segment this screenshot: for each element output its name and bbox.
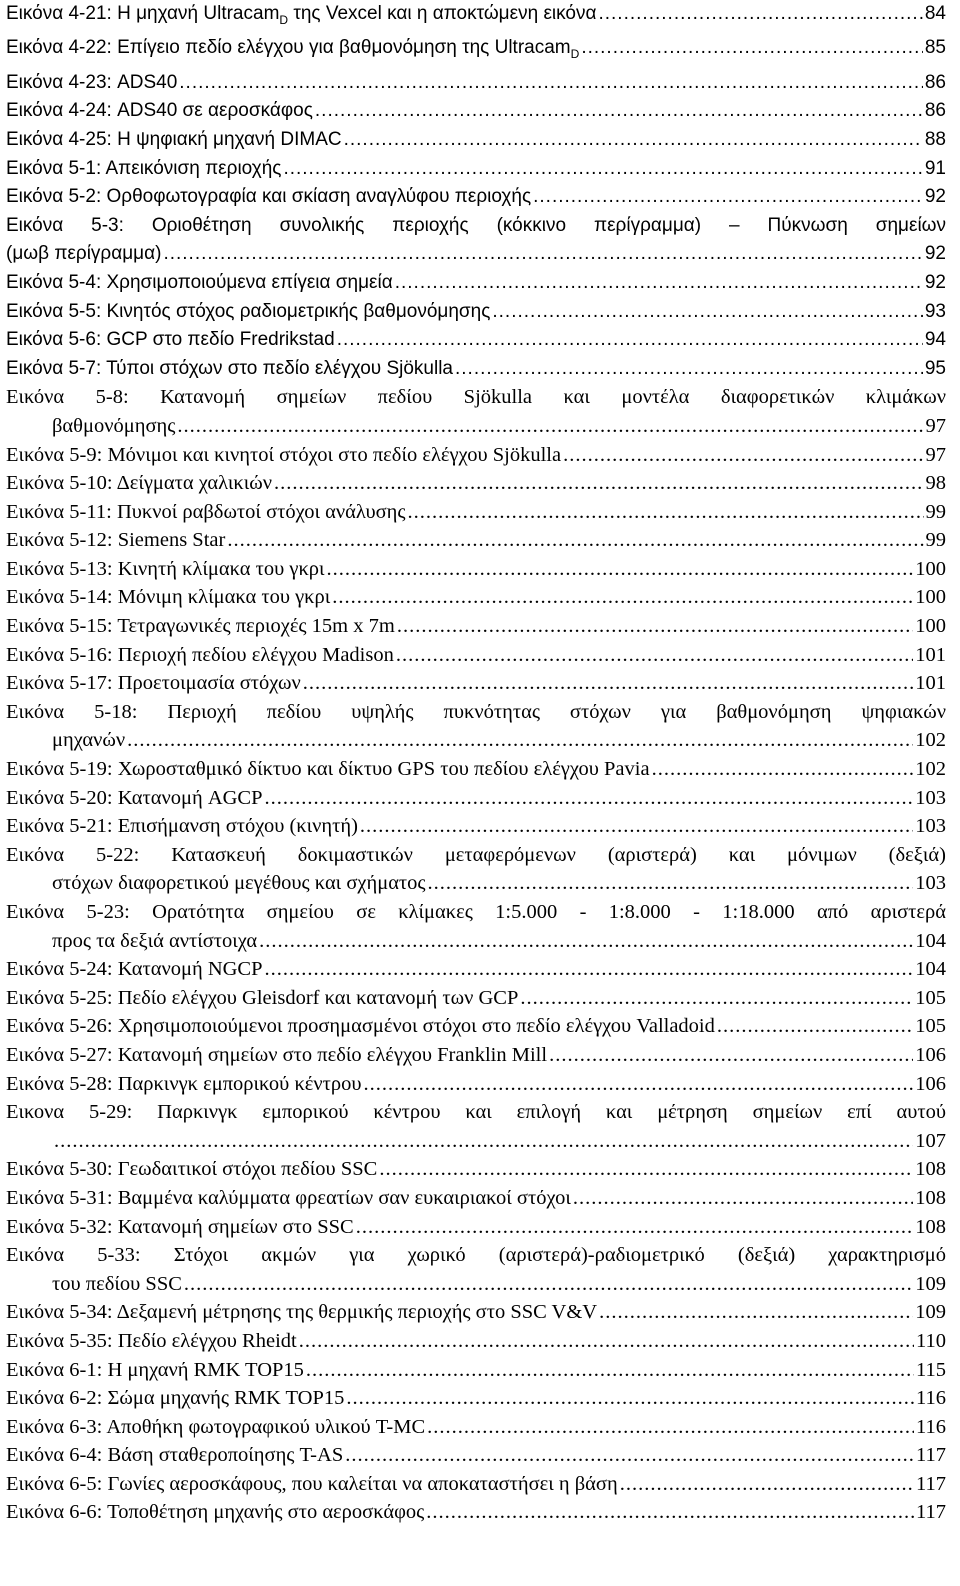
toc-entry-5-29[interactable] xyxy=(6,1098,946,1155)
dot-leader xyxy=(408,498,924,527)
toc-entry-6-2[interactable] xyxy=(6,1384,946,1413)
entry-page: 102 xyxy=(915,729,946,752)
entry-page: 108 xyxy=(915,1158,946,1181)
toc-entry-5-9[interactable] xyxy=(6,441,946,470)
entry-label: (μωβ περίγραμμα) xyxy=(6,243,162,265)
toc-entry-4-25[interactable] xyxy=(6,126,946,155)
toc-entry-5-7[interactable] xyxy=(6,355,946,384)
entry-page: 84 xyxy=(924,3,946,24)
toc-entry-5-11[interactable] xyxy=(6,498,946,527)
dot-leader xyxy=(265,784,914,813)
entry-page: 108 xyxy=(915,1186,946,1209)
entry-label: Εικόνα 5-2: Ορθοφωτογραφία και σκίαση αναγλύφου περιοχής xyxy=(6,186,532,208)
entry-label: Εικόνα 5-26: Χρησιμοποιούμενοι προσημασμένοι στόχοι στο πεδίο ελέγχου Valladoid xyxy=(6,1015,715,1038)
entry-label: Εικόνα 5-25: Πεδίο ελέγχου Gleisdorf και κατανομή των GCP xyxy=(6,986,519,1009)
dot-leader xyxy=(227,526,923,555)
entry-label-line-1: Εικόνα 5-18: Περιοχή πεδίου υψηλής πυκνότητας στόχων για βαθμονόμηση ψηφιακών xyxy=(6,700,946,723)
dot-leader xyxy=(274,469,924,498)
dot-leader xyxy=(337,326,923,355)
dot-leader xyxy=(259,927,913,956)
entry-label: Εικόνα 5-31: Βαμμένα καλύμματα φρεατίων σαν ευκαιριακοί στόχοι xyxy=(6,1186,571,1209)
dot-leader xyxy=(492,298,922,327)
dot-leader xyxy=(395,269,923,298)
dot-leader xyxy=(283,155,922,184)
entry-page: 106 xyxy=(915,1043,946,1066)
toc-entry-6-6[interactable] xyxy=(6,1498,946,1527)
entry-page: 97 xyxy=(925,443,946,466)
dot-leader xyxy=(163,240,922,269)
entry-label: Εικόνα 5-10: Δείγματα χαλικιών xyxy=(6,472,272,495)
entry-page: 100 xyxy=(915,615,946,638)
entry-page: 86 xyxy=(924,71,946,93)
toc-entry-5-24[interactable] xyxy=(6,955,946,984)
toc-entry-5-17[interactable] xyxy=(6,669,946,698)
entry-label: βαθμονόμησης xyxy=(52,414,176,437)
toc-entry-6-1[interactable] xyxy=(6,1356,946,1385)
entry-label: Εικόνα 6-3: Αποθήκη φωτογραφικού υλικού T-MC xyxy=(6,1415,426,1438)
toc-entry-5-21[interactable] xyxy=(6,812,946,841)
entry-page: 117 xyxy=(916,1501,946,1524)
entry-label-line-1: Εικόνα 5-33: Στόχοι ακμών για χωρικό (αριστερά)-ραδιομετρικό (δεξιά) χαρακτηρισμό xyxy=(6,1244,946,1267)
entry-label: Εικόνα 6-2: Σώμα μηχανής RMK TOP15 xyxy=(6,1387,345,1410)
entry-label: Εικόνα 5-28: Παρκινγκ εμπορικού κέντρου xyxy=(6,1072,362,1095)
toc-entry-5-2[interactable] xyxy=(6,183,946,212)
dot-leader xyxy=(426,1498,914,1527)
dot-leader xyxy=(379,1155,913,1184)
dot-leader xyxy=(717,1012,913,1041)
entry-page: 99 xyxy=(925,500,946,523)
dot-leader xyxy=(573,1184,913,1213)
entry-label-line-1: Εικόνα 5-23: Ορατότητα σημείου σε κλίμακες 1:5.000 - 1:8.000 - 1:18.000 από αριστερά xyxy=(6,901,946,923)
list-of-figures xyxy=(6,0,946,1527)
dot-leader xyxy=(599,1298,913,1327)
entry-label: Εικόνα 5-11: Πυκνοί ραβδωτοί στόχοι ανάλυσης xyxy=(6,500,406,523)
entry-label: μηχανών xyxy=(52,729,126,752)
entry-page: 94 xyxy=(924,329,946,351)
entry-page: 102 xyxy=(915,758,946,781)
toc-entry-5-20[interactable] xyxy=(6,784,946,813)
entry-page: 101 xyxy=(915,672,946,695)
toc-entry-5-10[interactable] xyxy=(6,469,946,498)
toc-entry-4-22[interactable] xyxy=(6,34,946,68)
dot-leader xyxy=(346,1384,914,1413)
entry-page: 110 xyxy=(916,1329,946,1352)
dot-leader xyxy=(428,869,914,898)
toc-entry-5-18[interactable] xyxy=(6,698,946,755)
entry-label: Εικόνα 4-23: ADS40 xyxy=(6,71,178,93)
entry-page: 100 xyxy=(915,586,946,609)
dot-leader xyxy=(533,183,923,212)
entry-label-line-1: Εικόνα 5-3: Οριοθέτηση συνολικής περιοχής (κόκκινο περίγραμμα) – Πύκνωση σημείων xyxy=(6,214,946,236)
entry-page: 109 xyxy=(915,1272,946,1295)
entry-page: 104 xyxy=(915,929,946,952)
entry-page: 104 xyxy=(915,958,946,981)
toc-entry-5-28[interactable] xyxy=(6,1070,946,1099)
toc-entry-4-24[interactable] xyxy=(6,97,946,126)
dot-leader xyxy=(652,755,914,784)
entry-label: Εικόνα 5-13: Κινητή κλίμακα του γκρι xyxy=(6,557,325,580)
entry-page: 91 xyxy=(924,157,946,179)
dot-leader xyxy=(581,34,923,63)
entry-label: Εικόνα 5-14: Μόνιμη κλίμακα του γκρι xyxy=(6,586,331,609)
entry-label: Εικόνα 5-5: Κινητός στόχος ραδιομετρικής βαθμονόμησης xyxy=(6,300,491,322)
entry-label: Εικόνα 5-21: Επισήμανση στόχου (κινητή) xyxy=(6,815,358,838)
dot-leader xyxy=(396,641,913,670)
entry-page: 101 xyxy=(915,643,946,666)
entry-label-line-1: Εικόνα 5-8: Κατανομή σημείων πεδίου Sjökulla και μοντέλα διαφορετικών κλιμάκων xyxy=(6,386,946,409)
dot-leader xyxy=(598,0,922,29)
dot-leader xyxy=(127,726,913,755)
toc-entry-5-30[interactable] xyxy=(6,1155,946,1184)
toc-entry-5-6[interactable] xyxy=(6,326,946,355)
entry-page: 108 xyxy=(915,1215,946,1238)
entry-page: 95 xyxy=(924,357,946,379)
entry-label: Εικόνα 5-1: Απεικόνιση περιοχής xyxy=(6,157,282,179)
entry-label: Εικόνα 5-27: Κατανομή σημείων στο πεδίο ελέγχου Franklin Mill xyxy=(6,1043,548,1066)
toc-entry-6-5[interactable] xyxy=(6,1470,946,1499)
entry-page: 117 xyxy=(916,1444,946,1467)
entry-label: Εικόνα 5-4: Χρησιμοποιούμενα επίγεια σημεία xyxy=(6,271,393,293)
dot-leader xyxy=(397,612,913,641)
toc-entry-5-31[interactable] xyxy=(6,1184,946,1213)
dot-leader xyxy=(332,583,913,612)
entry-label: στόχων διαφορετικού μεγέθους και σχήματος xyxy=(52,872,426,895)
entry-page: 100 xyxy=(915,557,946,580)
entry-label: Εικόνα 5-9: Μόνιμοι και κινητοί στόχοι στο πεδίο ελέγχου Sjökulla xyxy=(6,443,562,466)
dot-leader xyxy=(455,355,923,384)
entry-label: Εικόνα 4-25: Η ψηφιακή μηχανή DIMAC xyxy=(6,128,342,150)
dot-leader xyxy=(265,955,914,984)
dot-leader xyxy=(179,69,923,98)
dot-leader xyxy=(344,126,923,155)
toc-entry-5-5[interactable] xyxy=(6,298,946,327)
toc-entry-5-19[interactable] xyxy=(6,755,946,784)
entry-label: Εικόνα 6-5: Γωνίες αεροσκάφους, που καλείται να αποκαταστήσει η βάση xyxy=(6,1472,618,1495)
entry-label: Εικόνα 5-35: Πεδίο ελέγχου Rheidt xyxy=(6,1329,297,1352)
entry-label: Εικόνα 6-6: Τοποθέτηση μηχανής στο αεροσκάφος xyxy=(6,1501,425,1524)
entry-page: 107 xyxy=(915,1129,946,1152)
dot-leader xyxy=(620,1470,914,1499)
entry-label: Εικόνα 5-15: Τετραγωνικές περιοχές 15m x 7m xyxy=(6,615,395,638)
entry-page: 103 xyxy=(915,815,946,838)
toc-entry-5-1[interactable] xyxy=(6,155,946,184)
entry-page: 92 xyxy=(924,243,946,265)
entry-page: 116 xyxy=(916,1415,946,1438)
dot-leader xyxy=(54,1127,913,1156)
entry-label: Εικόνα 4-22: Επίγειο πεδίο ελέγχου για βαθμονόμηση της Ultracam$_D$ xyxy=(6,37,580,62)
entry-page: 103 xyxy=(915,786,946,809)
dot-leader xyxy=(345,1441,914,1470)
entry-page: 116 xyxy=(916,1387,946,1410)
toc-entry-6-3[interactable] xyxy=(6,1413,946,1442)
toc-entry-5-13[interactable] xyxy=(6,555,946,584)
entry-page: 88 xyxy=(924,128,946,150)
toc-entry-6-4[interactable] xyxy=(6,1441,946,1470)
entry-page: 105 xyxy=(915,986,946,1009)
toc-entry-5-34[interactable] xyxy=(6,1298,946,1327)
dot-leader xyxy=(356,1213,914,1242)
dot-leader xyxy=(563,441,923,470)
dot-leader xyxy=(315,97,923,126)
toc-entry-5-26[interactable] xyxy=(6,1012,946,1041)
toc-entry-5-35[interactable] xyxy=(6,1327,946,1356)
entry-page: 99 xyxy=(925,529,946,552)
toc-entry-4-23[interactable] xyxy=(6,69,946,98)
entry-label: Εικόνα 4-24: ADS40 σε αεροσκάφος xyxy=(6,100,313,122)
entry-page: 109 xyxy=(915,1301,946,1324)
entry-label: Εικόνα 5-24: Κατανομή NGCP xyxy=(6,958,263,981)
toc-entry-5-14[interactable] xyxy=(6,583,946,612)
entry-label: Εικόνα 5-34: Δεξαμενή μέτρησης της θερμικής περιοχής στο SSC V&V xyxy=(6,1301,598,1324)
entry-label: Εικόνα 5-30: Γεωδαιτικοί στόχοι πεδίου SSC xyxy=(6,1158,378,1181)
dot-leader xyxy=(327,555,914,584)
toc-entry-4-21[interactable] xyxy=(6,0,946,34)
entry-label: Εικόνα 5-17: Προετοιμασία στόχων xyxy=(6,672,301,695)
entry-label: Εικόνα 5-6: GCP στο πεδίο Fredrikstad xyxy=(6,329,335,351)
toc-entry-5-15[interactable] xyxy=(6,612,946,641)
entry-label: Εικόνα 6-4: Βάση σταθεροποίησης T-AS xyxy=(6,1444,344,1467)
toc-entry-5-25[interactable] xyxy=(6,984,946,1013)
dot-leader xyxy=(364,1070,914,1099)
toc-entry-5-22[interactable] xyxy=(6,841,946,898)
toc-entry-5-32[interactable] xyxy=(6,1213,946,1242)
entry-label: Εικόνα 5-19: Χωροσταθμικό δίκτυο και δίκτυο GPS του πεδίου ελέγχου Pavia xyxy=(6,758,650,781)
toc-entry-5-3[interactable] xyxy=(6,212,946,269)
entry-page: 92 xyxy=(924,271,946,293)
toc-entry-5-23[interactable] xyxy=(6,898,946,955)
dot-leader xyxy=(360,812,913,841)
entry-label: Εικόνα 5-32: Κατανομή σημείων στο SSC xyxy=(6,1215,354,1238)
dot-leader xyxy=(184,1270,913,1299)
entry-page: 117 xyxy=(916,1472,946,1495)
dot-leader xyxy=(427,1413,914,1442)
entry-page: 97 xyxy=(925,414,946,437)
dot-leader xyxy=(303,669,914,698)
toc-entry-5-8[interactable] xyxy=(6,383,946,440)
entry-label: Εικόνα 4-21: Η μηχανή Ultracam$_D$ της Vexcel και η αποκτώμενη εικόνα xyxy=(6,3,597,27)
toc-entry-5-4[interactable] xyxy=(6,269,946,298)
entry-label: Εικόνα 6-1: Η μηχανή RMK TOP15 xyxy=(6,1358,304,1381)
entry-label: Εικόνα 5-7: Τύποι στόχων στο πεδίο ελέγχου Sjökulla xyxy=(6,357,453,379)
entry-page: 93 xyxy=(924,300,946,322)
entry-page: 105 xyxy=(915,1015,946,1038)
entry-label: Εικόνα 5-20: Κατανομή AGCP xyxy=(6,786,263,809)
toc-entry-5-33[interactable] xyxy=(6,1241,946,1298)
entry-label: Εικόνα 5-12: Siemens Star xyxy=(6,529,226,552)
dot-leader xyxy=(306,1356,914,1385)
entry-page: 103 xyxy=(915,872,946,895)
entry-page: 86 xyxy=(924,100,946,122)
entry-label: Εικόνα 5-16: Περιοχή πεδίου ελέγχου Madison xyxy=(6,643,394,666)
entry-label-line-1: Εικόνα 5-22: Κατασκευή δοκιμαστικών μεταφερόμενων (αριστερά) και μόνιμων (δεξιά) xyxy=(6,843,946,866)
entry-page: 106 xyxy=(915,1072,946,1095)
dot-leader xyxy=(299,1327,914,1356)
toc-entry-5-12[interactable] xyxy=(6,526,946,555)
entry-page: 92 xyxy=(924,186,946,208)
dot-leader xyxy=(520,984,913,1013)
toc-entry-5-16[interactable] xyxy=(6,641,946,670)
entry-label: του πεδίου SSC xyxy=(52,1272,182,1295)
entry-page: 85 xyxy=(924,37,946,59)
entry-page: 98 xyxy=(925,472,946,495)
entry-label-line-1: Εικονα 5-29: Παρκινγκ εμπορικού κέντρου και επιλογή και μέτρηση σημείων επί αυτού xyxy=(6,1101,946,1124)
entry-label: προς τα δεξιά αντίστοιχα xyxy=(52,929,258,952)
toc-entry-5-27[interactable] xyxy=(6,1041,946,1070)
dot-leader xyxy=(177,412,923,441)
entry-page: 115 xyxy=(916,1358,946,1381)
dot-leader xyxy=(549,1041,913,1070)
